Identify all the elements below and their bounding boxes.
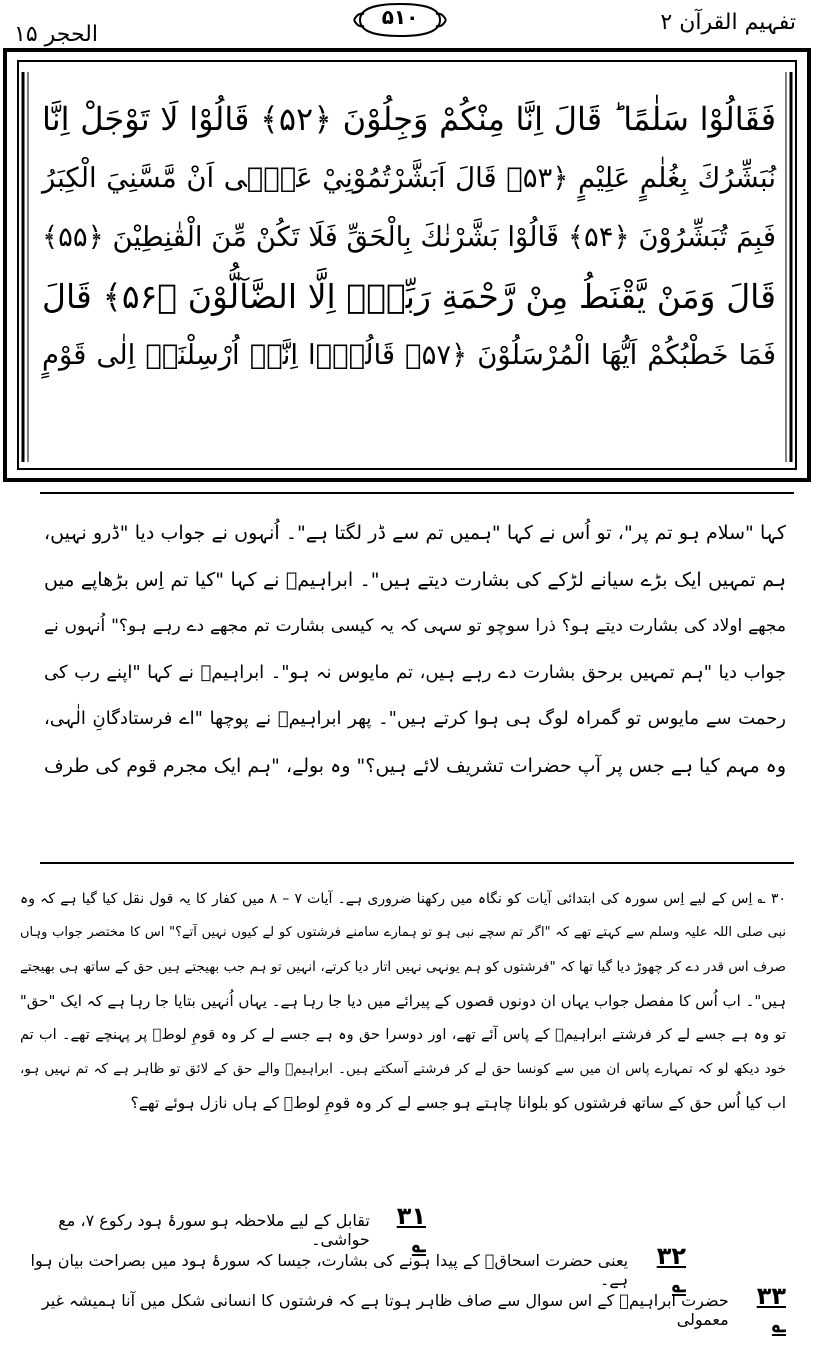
note-text: تقابل کے لیے ملاحظہ ہو سورۂ ہود رکوع ۷، مع حواشی۔ bbox=[58, 1211, 370, 1249]
surah-reference: الحجر ۱۵ bbox=[14, 22, 98, 47]
footnote-line: اب کیا اُس حق کے ساتھ فرشتوں کو بلوانا چاہتے ہو جسے لے کر وہ قومِ لوطؑ کے ہاں نازل ہوئے تھے؟ bbox=[130, 1094, 786, 1112]
note-item bbox=[20, 1202, 426, 1258]
note-text: یعنی حضرت اسحاقؑ کے پیدا ہونے کی بشارت، جیسا کہ سورۂ ہود میں بصراحت بیان ہوا ہے۔ bbox=[30, 1251, 629, 1289]
note-text: حضرت ابراہیمؑ کے اس سوال سے صاف ظاہر ہوتا ہے کہ فرشتوں کا انسانی شکل میں آنا ہمیشہ غیر معمولی bbox=[41, 1291, 729, 1329]
note-number: ۳۲ ؎ bbox=[656, 1242, 686, 1298]
footnote-line: ۳۰ ؎ اِس کے لیے اِس سورہ کی ابتدائی آیات کو نگاہ میں رکھنا ضروری ہے۔ آیات ۷ – ۸ میں کفار کا یہ قول نقل کیا گیا ہے کہ وہ bbox=[20, 891, 786, 907]
urdu-translation bbox=[44, 510, 786, 790]
footnote-line: صرف اس قدر دے کر چھوڑ دیا گیا تھا کہ "فرشتوں کو ہم یونہی نہیں اتار دیا کرتے، انہیں تو ہم جب بھیجتے ہیں حق کے ساتھ ہی بھیجتے bbox=[20, 959, 786, 975]
book-title: تفہیم القرآن ۲ bbox=[660, 10, 796, 35]
frame-right-ornament bbox=[785, 72, 797, 462]
translation-line: کہا "سلام ہو تم پر"، تو اُس نے کہا "ہمیں تم سے ڈر لگتا ہے"۔ اُنہوں نے جواب دیا "ڈرو نہیں، bbox=[44, 522, 786, 544]
arabic-line: فَمَا خَطْبُكُمْ اَيُّهَا الْمُرْسَلُوْنَ ﴿۵۷﴾ قَالُوْۤا اِنَّاۤ اُرْسِلْنَاۤ اِلٰى قَوْمٍ bbox=[42, 339, 776, 371]
translation-line: ہم تمہیں ایک بڑے سیانے لڑکے کی بشارت دیتے ہیں"۔ ابراہیمؑ نے کہا "کیا تم اِس بڑھاپے میں bbox=[44, 568, 786, 591]
note-item bbox=[20, 1282, 786, 1338]
arabic-line: فَقَالُوْا سَلٰمًا ؕ قَالَ اِنَّا مِنْكُمْ وَجِلُوْنَ ﴿۵۲﴾ قَالُوْا لَا تَوْجَلْ اِنَّا bbox=[42, 100, 777, 138]
footnote-line: خود دیکھ لو کہ تمہارے پاس ان میں سے کونسا حق لے کر فرشتے آسکتے ہیں۔ ابراہیمؑ والے حق کے لائق تو ظاہر ہے کہ تم نہیں ہو، bbox=[20, 1061, 786, 1077]
footnote-line: تو وہ ہے جسے لے کر فرشتے ابراہیمؑ کے پاس آئے تھے، اور دوسرا حق وہ ہے جسے لے کر وہ قومِ لوطؑ پر پہنچے تھے۔ اب تم bbox=[20, 1027, 786, 1043]
arabic-line: قَالَ وَمَنْ يَّقْنَطُ مِنْ رَّحْمَةِ رَبِّهٖۤ اِلَّا الضَّآلُّوْنَ ﴿۵۶﴾ قَالَ bbox=[42, 277, 776, 316]
footnotes bbox=[20, 882, 786, 1120]
footnote-line: ہیں"۔ اب اُس کا مفصل جواب یہاں ان دونوں قصوں کے پیرائے میں دیا جا رہا ہے۔ یہاں اُنہیں بتایا جا رہا ہے کہ ایک "حق" bbox=[19, 992, 786, 1010]
translation-line: جواب دیا "ہم تمہیں برحق بشارت دے رہے ہیں، تم مایوس نہ ہو"۔ ابراہیمؑ نے کہا "اپنے رب کی bbox=[44, 661, 786, 683]
translation-line: مجھے اولاد کی بشارت دیتے ہو؟ ذرا سوچو تو سہی کہ یہ کیسی بشارت تم مجھے دے رہے ہو؟" اُنہوں نے bbox=[44, 616, 786, 637]
note-item bbox=[20, 1242, 686, 1298]
note-number: ۳۳ ؎ bbox=[756, 1282, 786, 1338]
numbered-notes bbox=[20, 1202, 786, 1338]
footnote-line: نبی صلی اللہ علیہ وسلم سے کہتے تھے کہ "اگر تم سچے نبی ہو تو ہمارے سامنے فرشتوں کو لے کیوں نہیں آتے؟" اس کا مختصر جواب وہاں bbox=[20, 925, 786, 940]
divider-bottom bbox=[40, 862, 794, 864]
translation-line: رحمت سے مایوس تو گمراہ لوگ ہی ہوا کرتے ہیں"۔ پھر ابراہیمؑ نے پوچھا "اے فرستادگانِ الٰہی، bbox=[44, 708, 786, 730]
arabic-line: فَبِمَ تُبَشِّرُوْنَ ﴿۵۴﴾ قَالُوْا بَشَّرْنٰكَ بِالْحَقِّ فَلَا تَكُنْ مِّنَ الْقٰنِطِيْنَ ﴿۵۵﴾ bbox=[42, 221, 776, 253]
quran-arabic-text bbox=[42, 90, 776, 385]
page-number: ۵۱۰ bbox=[381, 5, 419, 29]
frame-left-ornament bbox=[17, 72, 29, 462]
translation-line: وہ مہم کیا ہے جس پر آپ حضرات تشریف لائے ہیں؟" وہ بولے، "ہم ایک مجرم قوم کی طرف bbox=[44, 754, 786, 777]
note-number: ۳۱ ؎ bbox=[396, 1202, 426, 1258]
arabic-line: نُبَشِّرُكَ بِغُلٰمٍ عَلِيْمٍ ﴿۵۳﴾ قَالَ اَبَشَّرْتُمُوْنِيْ عَلٰۤى اَنْ مَّسَّنِيَ الْكِبَرُ bbox=[42, 162, 777, 194]
page-number-badge bbox=[352, 0, 448, 40]
divider-top bbox=[40, 492, 794, 494]
